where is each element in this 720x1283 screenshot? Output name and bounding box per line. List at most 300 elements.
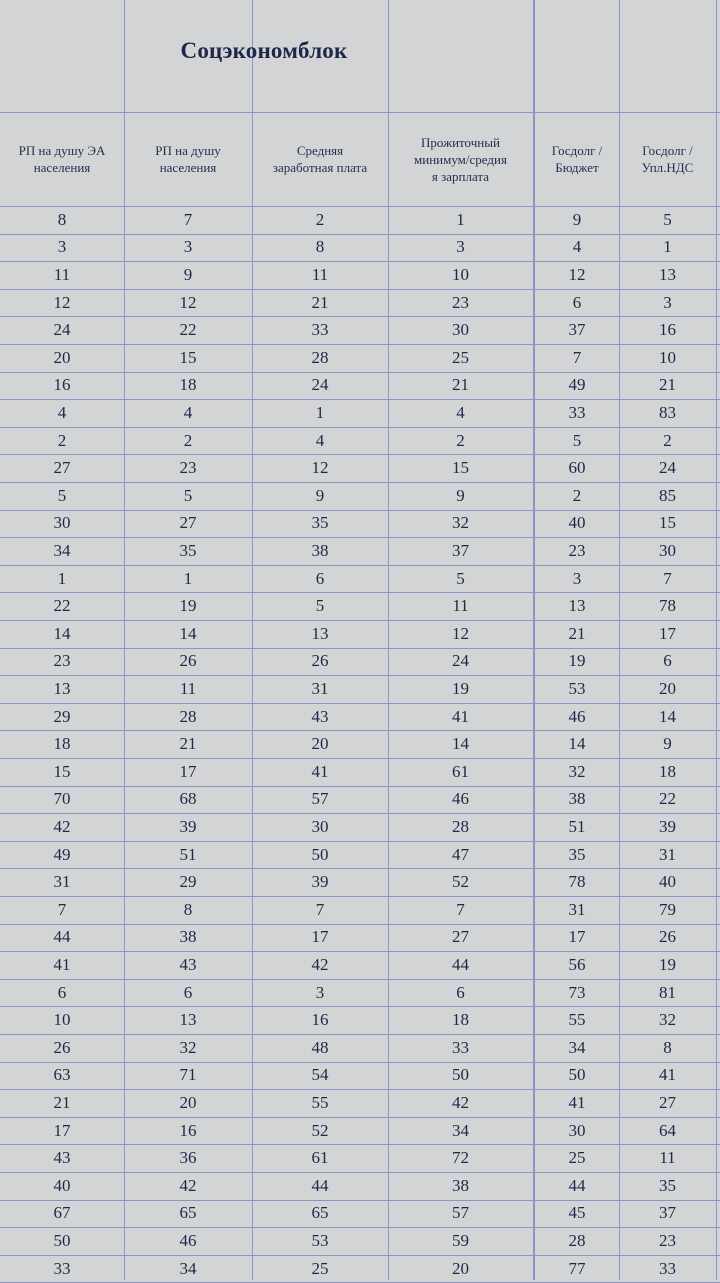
table-cell: 16 <box>53 375 71 395</box>
table-cell: 67 <box>53 1203 71 1223</box>
grid-line <box>0 620 720 621</box>
table-cell: 14 <box>659 706 676 726</box>
column-header: Средняя заработная плата <box>272 143 368 175</box>
table-cell: 20 <box>659 678 676 698</box>
table-cell: 41 <box>568 1092 586 1112</box>
table-cell: 7 <box>183 209 193 229</box>
table-cell: 68 <box>179 789 197 809</box>
table-row <box>0 482 720 510</box>
table-cell: 9 <box>663 734 672 754</box>
table-cell: 41 <box>311 761 329 781</box>
table-row <box>0 841 720 869</box>
table-cell: 6 <box>456 982 465 1002</box>
table-cell: 40 <box>659 872 676 892</box>
table-cell: 7 <box>456 899 465 919</box>
table-cell: 39 <box>311 872 329 892</box>
table-cell: 26 <box>179 651 197 671</box>
table-cell: 11 <box>179 678 197 698</box>
table-cell: 7 <box>572 347 582 367</box>
table-cell: 6 <box>57 982 67 1002</box>
table-cell: 42 <box>452 1092 469 1112</box>
table-row <box>0 896 720 924</box>
table-cell: 46 <box>452 789 469 809</box>
table-cell: 8 <box>663 1037 672 1057</box>
grid-line <box>0 813 720 814</box>
table-cell: 7 <box>57 899 67 919</box>
column-header: РП на душу ЭА населения <box>18 143 106 175</box>
table-cell: 35 <box>179 540 197 560</box>
table-cell: 5 <box>456 568 465 588</box>
table-cell: 5 <box>315 596 325 616</box>
table-row <box>0 979 720 1007</box>
table-cell: 38 <box>179 927 197 947</box>
table-cell: 70 <box>53 789 71 809</box>
column-header: Госдолг / Упл.НДС <box>641 143 694 175</box>
table-cell: 15 <box>53 761 71 781</box>
table-cell: 34 <box>53 540 71 560</box>
table-cell: 60 <box>568 458 586 478</box>
table-cell: 5 <box>572 430 582 450</box>
table-cell: 53 <box>568 678 586 698</box>
grid-line <box>0 565 720 566</box>
table-cell: 31 <box>53 872 71 892</box>
table-cell: 24 <box>452 651 469 671</box>
table-cell: 45 <box>568 1203 586 1223</box>
table-cell: 78 <box>659 596 676 616</box>
grid-line <box>0 1006 720 1007</box>
table-cell: 20 <box>179 1092 197 1112</box>
grid-line <box>0 316 720 317</box>
grid-line <box>0 896 720 897</box>
grid-line <box>0 979 720 980</box>
table-cell: 21 <box>452 375 469 395</box>
table-cell: 5 <box>663 209 672 229</box>
table-cell: 3 <box>572 568 582 588</box>
table-row <box>0 868 720 896</box>
table-cell: 30 <box>53 513 71 533</box>
grid-line <box>0 758 720 759</box>
grid-line <box>0 786 720 787</box>
table-cell: 13 <box>659 264 676 284</box>
table-cell: 3 <box>57 237 67 257</box>
table-cell: 5 <box>183 485 193 505</box>
table-cell: 3 <box>315 982 325 1002</box>
table-cell: 17 <box>53 1120 71 1140</box>
grid-line <box>0 648 720 649</box>
table-row <box>0 1227 720 1255</box>
grid-line <box>0 234 720 235</box>
table-cell: 14 <box>568 734 586 754</box>
table-cell: 20 <box>311 734 329 754</box>
table-row <box>0 1200 720 1228</box>
table-cell: 1 <box>183 568 193 588</box>
table-cell: 19 <box>568 651 586 671</box>
table-cell: 32 <box>568 761 586 781</box>
table-cell: 2 <box>572 485 582 505</box>
table-cell: 59 <box>452 1230 469 1250</box>
table-cell: 43 <box>311 706 329 726</box>
table-row <box>0 289 720 317</box>
table-cell: 30 <box>568 1120 586 1140</box>
table-row <box>0 1172 720 1200</box>
table-cell: 24 <box>311 375 329 395</box>
table-cell: 36 <box>179 1148 197 1168</box>
table-cell: 42 <box>311 954 329 974</box>
table-cell: 83 <box>659 402 676 422</box>
table-cell: 25 <box>568 1148 586 1168</box>
table-cell: 3 <box>663 292 672 312</box>
table-cell: 28 <box>311 347 329 367</box>
table-cell: 10 <box>452 264 469 284</box>
grid-line <box>0 482 720 483</box>
table-row <box>0 234 720 262</box>
table-cell: 13 <box>179 1010 197 1030</box>
table-cell: 44 <box>53 927 71 947</box>
table-cell: 19 <box>179 596 197 616</box>
table-cell: 38 <box>568 789 586 809</box>
table-cell: 61 <box>452 761 469 781</box>
table-cell: 42 <box>179 1175 197 1195</box>
table-cell: 44 <box>452 954 469 974</box>
table-cell: 18 <box>452 1010 469 1030</box>
table-cell: 33 <box>659 1258 676 1278</box>
table-cell: 37 <box>659 1203 676 1223</box>
table-cell: 32 <box>452 513 469 533</box>
grid-line <box>0 427 720 428</box>
table-cell: 35 <box>311 513 329 533</box>
table-cell: 15 <box>659 513 676 533</box>
table-cell: 8 <box>183 899 193 919</box>
table-cell: 41 <box>659 1065 676 1085</box>
table-cell: 11 <box>311 264 329 284</box>
table-cell: 4 <box>456 402 465 422</box>
table-row <box>0 786 720 814</box>
grid-line <box>0 951 720 952</box>
table-cell: 11 <box>452 596 469 616</box>
table-cell: 34 <box>568 1037 586 1057</box>
table-cell: 48 <box>311 1037 329 1057</box>
table-cell: 27 <box>659 1092 676 1112</box>
grid-line <box>0 1227 720 1228</box>
table-cell: 40 <box>53 1175 71 1195</box>
table-cell: 50 <box>311 844 329 864</box>
table-cell: 5 <box>57 485 67 505</box>
table-cell: 50 <box>53 1230 71 1250</box>
table-row <box>0 1062 720 1090</box>
table-cell: 39 <box>659 816 676 836</box>
table-row <box>0 951 720 979</box>
table-cell: 71 <box>179 1065 197 1085</box>
table-cell: 61 <box>311 1148 329 1168</box>
table-cell: 31 <box>659 844 676 864</box>
table-cell: 37 <box>452 540 469 560</box>
table-cell: 33 <box>53 1258 71 1278</box>
table-row <box>0 372 720 400</box>
table-cell: 8 <box>57 209 67 229</box>
table-row <box>0 730 720 758</box>
section-title: Соцэкономблок <box>180 38 348 63</box>
table-cell: 30 <box>452 320 469 340</box>
table-cell: 17 <box>179 761 197 781</box>
grid-line <box>0 1117 720 1118</box>
table-row <box>0 675 720 703</box>
table-cell: 4 <box>572 237 582 257</box>
grid-line <box>0 372 720 373</box>
table-cell: 35 <box>568 844 586 864</box>
table-cell: 3 <box>183 237 193 257</box>
table-cell: 31 <box>311 678 329 698</box>
table-cell: 28 <box>568 1230 586 1250</box>
table-cell: 3 <box>456 237 465 257</box>
table-row <box>0 454 720 482</box>
table-cell: 55 <box>568 1010 586 1030</box>
table-cell: 52 <box>311 1120 329 1140</box>
table-cell: 47 <box>452 844 469 864</box>
table-row <box>0 316 720 344</box>
table-cell: 6 <box>663 651 672 671</box>
grid-line <box>0 924 720 925</box>
table-cell: 38 <box>311 540 329 560</box>
table-cell: 2 <box>315 209 325 229</box>
table-cell: 6 <box>183 982 193 1002</box>
table-row <box>0 1006 720 1034</box>
table-cell: 1 <box>57 568 67 588</box>
table-cell: 26 <box>53 1037 71 1057</box>
table-cell: 16 <box>311 1010 329 1030</box>
table-cell: 17 <box>568 927 586 947</box>
grid-line <box>0 1255 720 1256</box>
table-cell: 1 <box>456 209 465 229</box>
table-cell: 79 <box>659 899 676 919</box>
table-cell: 33 <box>452 1037 469 1057</box>
table-cell: 21 <box>53 1092 71 1112</box>
table-cell: 39 <box>179 816 197 836</box>
table-cell: 32 <box>179 1037 197 1057</box>
table-cell: 54 <box>311 1065 329 1085</box>
table-cell: 4 <box>57 402 67 422</box>
grid-line <box>0 261 720 262</box>
table-cell: 16 <box>659 320 676 340</box>
grid-line <box>0 1034 720 1035</box>
table-cell: 20 <box>452 1258 469 1278</box>
grid-line <box>0 1172 720 1173</box>
grid-line <box>0 1062 720 1063</box>
table-row <box>0 703 720 731</box>
table-cell: 38 <box>452 1175 469 1195</box>
table-cell: 30 <box>311 816 329 836</box>
table-cell: 6 <box>572 292 582 312</box>
grid-line <box>0 703 720 704</box>
table-cell: 73 <box>568 982 586 1002</box>
table-row <box>0 1144 720 1172</box>
table-cell: 42 <box>53 816 71 836</box>
table-cell: 27 <box>179 513 197 533</box>
table-cell: 25 <box>452 347 469 367</box>
table-cell: 41 <box>53 954 71 974</box>
table-cell: 28 <box>452 816 469 836</box>
table-cell: 55 <box>311 1092 329 1112</box>
table-cell: 14 <box>179 623 197 643</box>
table-row <box>0 1034 720 1062</box>
table-cell: 23 <box>659 1230 676 1250</box>
table-cell: 24 <box>53 320 71 340</box>
table-row <box>0 537 720 565</box>
table-cell: 17 <box>659 623 676 643</box>
table-cell: 33 <box>568 402 586 422</box>
table-cell: 43 <box>53 1148 71 1168</box>
table-row <box>0 1255 720 1283</box>
table-cell: 19 <box>659 954 676 974</box>
table-cell: 2 <box>456 430 465 450</box>
table-cell: 15 <box>452 458 469 478</box>
table-header-row <box>0 112 720 206</box>
table-row <box>0 565 720 593</box>
table-cell: 44 <box>311 1175 329 1195</box>
grid-line <box>0 399 720 400</box>
table-cell: 20 <box>53 347 71 367</box>
table-row <box>0 344 720 372</box>
table-cell: 17 <box>311 927 329 947</box>
table-cell: 18 <box>179 375 197 395</box>
table-cell: 49 <box>53 844 71 864</box>
table-cell: 11 <box>53 264 71 284</box>
table-cell: 53 <box>311 1230 329 1250</box>
grid-line <box>0 592 720 593</box>
table-cell: 34 <box>452 1120 469 1140</box>
table-row <box>0 813 720 841</box>
table-cell: 1 <box>315 402 325 422</box>
table-row <box>0 510 720 538</box>
table-cell: 2 <box>183 430 193 450</box>
table-cell: 25 <box>311 1258 329 1278</box>
table-row <box>0 620 720 648</box>
table-row <box>0 592 720 620</box>
table-row <box>0 206 720 234</box>
table-cell: 19 <box>452 678 469 698</box>
table-cell: 51 <box>179 844 197 864</box>
table-cell: 77 <box>568 1258 586 1278</box>
table-row <box>0 758 720 786</box>
table-cell: 34 <box>179 1258 197 1278</box>
table-cell: 28 <box>179 706 197 726</box>
table-cell: 9 <box>456 485 465 505</box>
table-cell: 23 <box>452 292 469 312</box>
table-cell: 18 <box>53 734 71 754</box>
table-cell: 7 <box>663 568 672 588</box>
table-row <box>0 399 720 427</box>
column-header: РП на душу населения <box>155 143 221 175</box>
table-cell: 9 <box>315 485 325 505</box>
table-cell: 12 <box>568 264 586 284</box>
table-cell: 23 <box>179 458 197 478</box>
table-cell: 18 <box>659 761 676 781</box>
table-cell: 13 <box>311 623 329 643</box>
table-row <box>0 1117 720 1145</box>
table-cell: 37 <box>568 320 586 340</box>
table-cell: 57 <box>311 789 329 809</box>
table-cell: 21 <box>568 623 586 643</box>
table-cell: 12 <box>179 292 197 312</box>
table-cell: 2 <box>57 430 67 450</box>
table-cell: 9 <box>572 209 582 229</box>
table-cell: 15 <box>179 347 197 367</box>
grid-line <box>0 510 720 511</box>
table-cell: 35 <box>659 1175 676 1195</box>
table-cell: 29 <box>53 706 71 726</box>
grid-line <box>0 1200 720 1201</box>
table-cell: 78 <box>568 872 586 892</box>
table-cell: 31 <box>568 899 586 919</box>
table-cell: 32 <box>659 1010 676 1030</box>
table-cell: 12 <box>311 458 329 478</box>
table-cell: 64 <box>659 1120 676 1140</box>
table-cell: 12 <box>53 292 71 312</box>
table-cell: 46 <box>179 1230 197 1250</box>
table-cell: 1 <box>663 237 672 257</box>
table-cell: 13 <box>568 596 586 616</box>
table-cell: 26 <box>659 927 676 947</box>
table-cell: 21 <box>179 734 197 754</box>
table-cell: 8 <box>315 237 325 257</box>
table-cell: 21 <box>659 375 676 395</box>
table-cell: 10 <box>53 1010 71 1030</box>
column-header: Госдолг / Бюджет <box>551 143 603 175</box>
table-cell: 57 <box>452 1203 469 1223</box>
table-cell: 14 <box>53 623 71 643</box>
table-cell: 44 <box>568 1175 586 1195</box>
table-cell: 22 <box>53 596 71 616</box>
grid-line <box>0 841 720 842</box>
table-cell: 63 <box>53 1065 71 1085</box>
table-cell: 26 <box>311 651 329 671</box>
grid-line <box>0 1089 720 1090</box>
grid-line <box>0 1144 720 1145</box>
table-row <box>0 261 720 289</box>
table-cell: 12 <box>452 623 469 643</box>
table-cell: 30 <box>659 540 676 560</box>
table-cell: 16 <box>179 1120 197 1140</box>
table-cell: 6 <box>315 568 325 588</box>
table-cell: 24 <box>659 458 676 478</box>
table-cell: 43 <box>179 954 197 974</box>
grid-line <box>0 675 720 676</box>
table-cell: 10 <box>659 347 676 367</box>
table-row <box>0 427 720 455</box>
table-cell: 40 <box>568 513 586 533</box>
table-cell: 33 <box>311 320 329 340</box>
column-header: Прожиточный минимум/средия я зарплата <box>414 134 507 184</box>
grid-line <box>0 868 720 869</box>
table-cell: 51 <box>568 816 586 836</box>
table-cell: 22 <box>179 320 197 340</box>
table-cell: 7 <box>315 899 325 919</box>
table-cell: 2 <box>663 430 672 450</box>
grid-line <box>0 537 720 538</box>
table-cell: 22 <box>659 789 676 809</box>
table-cell: 27 <box>53 458 71 478</box>
table-cell: 21 <box>311 292 329 312</box>
table-cell: 14 <box>452 734 469 754</box>
table-cell: 29 <box>179 872 197 892</box>
table-cell: 4 <box>183 402 193 422</box>
table-cell: 13 <box>53 678 71 698</box>
table-cell: 65 <box>179 1203 197 1223</box>
grid-line <box>0 344 720 345</box>
table-cell: 4 <box>315 430 325 450</box>
table-cell: 9 <box>183 264 193 284</box>
table-cell: 52 <box>452 872 469 892</box>
table-row <box>0 648 720 676</box>
